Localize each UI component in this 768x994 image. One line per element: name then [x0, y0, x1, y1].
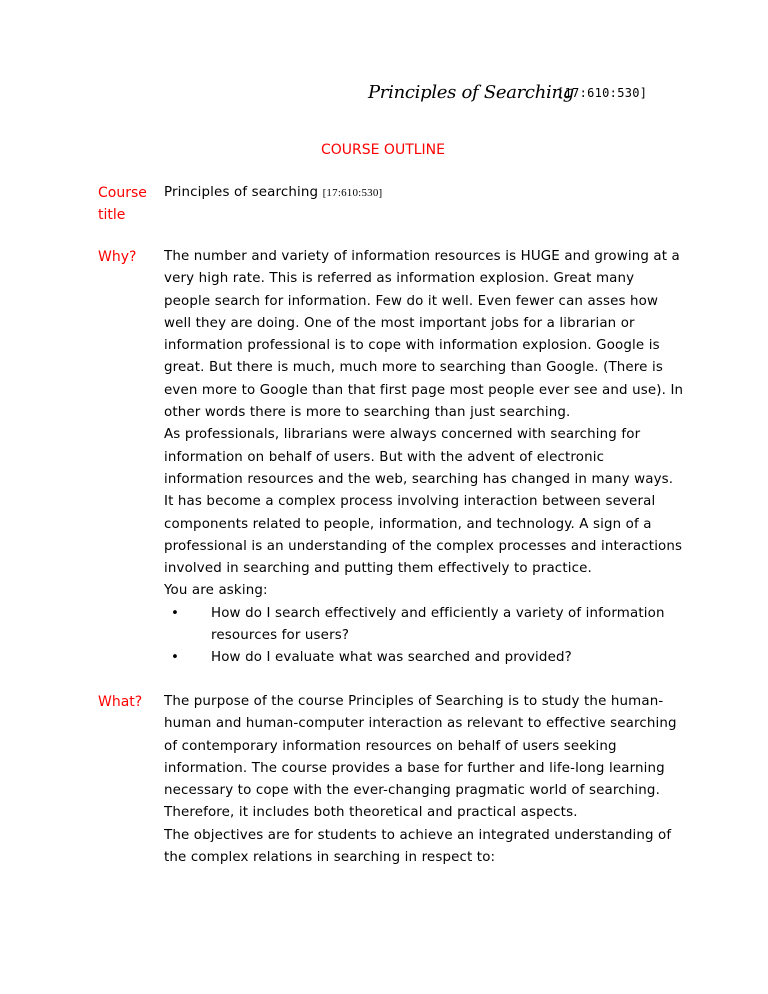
bullet-text: How do I search effectively and efficiently a variety of information resources for users?	[211, 605, 665, 644]
what-label-text: What?	[98, 694, 143, 710]
bullet-text: How do I evaluate what was searched and provided?	[211, 650, 572, 666]
why-paragraph-1: The number and variety of information resources is HUGE and growing at a very high rate. This is referred as information explosion. Great many people search for information. Few do it well. Even fewer can asses how well they are doing. One of the most important jobs for a librarian or information professional is to cope with information explosion. Google is great. But there is much, much more to searching than Google. (There is even more to Google than that first page most people ever see and use). In other words there is more to searching than just searching.	[164, 249, 684, 421]
what-paragraph-2: The objectives are for students to achieve an integrated understanding of the complex relations in searching in respect to:	[164, 827, 672, 866]
bullet-icon: •	[171, 605, 180, 621]
outline-heading	[0, 142, 768, 158]
header-title: Principles of Searching	[368, 82, 574, 103]
page-header	[0, 80, 768, 110]
what-label	[98, 691, 158, 713]
list-item	[164, 603, 684, 648]
why-bullet-list	[164, 603, 684, 670]
why-label	[98, 246, 158, 268]
why-content	[164, 246, 684, 670]
why-paragraph-2: As professionals, librarians were always concerned with searching for information on behalf of users. But with the advent of electronic information resources and the web, searching has changed in many ways. It has become a complex process involving interaction between several components related to people, information, and technology. A sign of a professional is an understanding of the complex processes and interactions involved in searching and putting them effectively to practice.	[164, 427, 683, 577]
header-course-code: [17:610:530]	[557, 86, 648, 100]
course-title-label	[98, 182, 158, 226]
what-content	[164, 691, 684, 869]
course-title-label-line2: title	[98, 207, 126, 223]
course-title-code: [17:610:530]	[322, 187, 383, 199]
bullet-icon: •	[171, 650, 180, 666]
outline-heading-text: COURSE OUTLINE	[320, 142, 446, 158]
course-title-label-line1: Course	[98, 185, 147, 201]
why-asking: You are asking:	[164, 583, 268, 599]
why-label-text: Why?	[98, 249, 137, 265]
list-item	[164, 647, 684, 669]
course-title-value	[164, 182, 684, 204]
what-paragraph-1: The purpose of the course Principles of Searching is to study the human-human and human-computer interaction as relevant to effective searching of contemporary information resources on behalf of users seeking information. The course provides a base for further and life-long learning necessary to cope with the ever-changing pragmatic world of searching. Therefore, it includes both theoretical and practical aspects.	[164, 694, 677, 821]
course-title-text: Principles of searching	[164, 185, 319, 200]
